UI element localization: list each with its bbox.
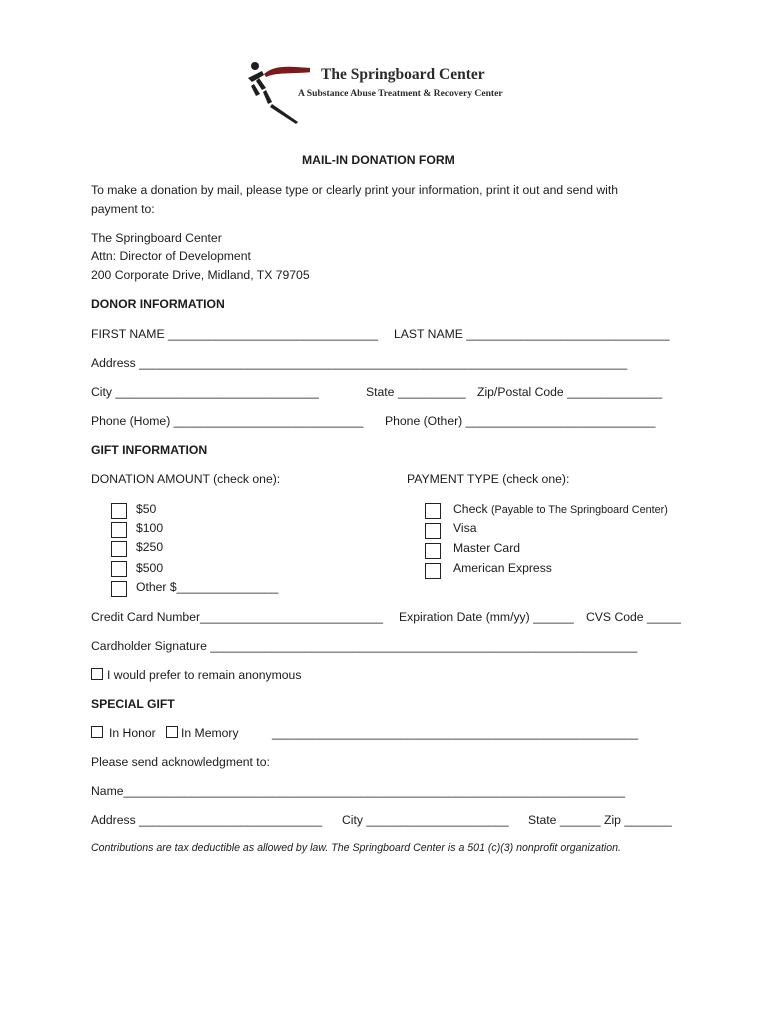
mail-address-line1: The Springboard Center xyxy=(91,231,222,245)
acknowledgment-label: Please send acknowledgment to: xyxy=(91,755,270,769)
mail-address-line2: Attn: Director of Development xyxy=(91,249,251,263)
expiration-date-field[interactable]: Expiration Date (mm/yy) ______ xyxy=(399,610,574,624)
ack-state-field[interactable]: State ______ xyxy=(528,813,601,827)
intro-text-line1: To make a donation by mail, please type or clearly print your information, print it out and send with xyxy=(91,183,619,197)
payment-visa-checkbox[interactable] xyxy=(425,523,441,539)
logo-title: The Springboard Center xyxy=(321,66,485,83)
amount-500-checkbox[interactable] xyxy=(111,561,127,577)
in-honor-label: In Honor xyxy=(109,726,156,740)
cvs-code-field[interactable]: CVS Code _____ xyxy=(586,610,681,624)
in-honor-checkbox[interactable] xyxy=(91,726,103,738)
amount-50-checkbox[interactable] xyxy=(111,503,127,519)
payment-check-note: (Payable to The Springboard Center) xyxy=(490,504,668,516)
ack-zip-field[interactable]: Zip _______ xyxy=(604,813,672,827)
payment-amex-label: American Express xyxy=(453,561,552,575)
phone-other-field[interactable]: Phone (Other) ____________________________ xyxy=(385,414,656,428)
payment-amex-checkbox[interactable] xyxy=(425,563,441,579)
springboard-logo xyxy=(246,58,536,124)
tax-deductible-note: Contributions are tax deductible as allowed by law. The Springboard Center is a 501 (c)(3) nonprofit organization. xyxy=(91,842,621,854)
donor-state-field[interactable]: State __________ xyxy=(366,385,466,399)
payment-mastercard-label: Master Card xyxy=(453,541,521,555)
payment-mastercard-checkbox[interactable] xyxy=(425,543,441,559)
ack-city-field[interactable]: City _____________________ xyxy=(342,813,509,827)
card-number-field[interactable]: Credit Card Number___________________________ xyxy=(91,610,384,624)
anonymous-label: I would prefer to remain anonymous xyxy=(107,668,302,682)
honoree-name-field[interactable]: ______________________________________________________ xyxy=(272,726,639,740)
gift-info-heading: GIFT INFORMATION xyxy=(91,443,208,457)
in-memory-label: In Memory xyxy=(181,726,239,740)
donation-amount-label: DONATION AMOUNT (check one): xyxy=(91,472,281,486)
payment-check-checkbox[interactable] xyxy=(425,503,441,519)
donor-city-field[interactable]: City ______________________________ xyxy=(91,385,319,399)
phone-home-field[interactable]: Phone (Home) ____________________________ xyxy=(91,414,364,428)
payment-check-text: Check xyxy=(453,502,488,516)
cardholder-signature-field[interactable]: Cardholder Signature _______________________________________________________________ xyxy=(91,639,638,653)
amount-50-label: $50 xyxy=(136,502,157,516)
amount-250-checkbox[interactable] xyxy=(111,541,127,557)
mail-address-line3: 200 Corporate Drive, Midland, TX 79705 xyxy=(91,268,310,282)
payment-type-label: PAYMENT TYPE (check one): xyxy=(407,472,570,486)
form-title: MAIL-IN DONATION FORM xyxy=(302,153,455,167)
donor-zip-field[interactable]: Zip/Postal Code ______________ xyxy=(477,385,662,399)
donor-info-heading: DONOR INFORMATION xyxy=(91,297,225,311)
amount-other-checkbox[interactable] xyxy=(111,581,127,597)
amount-500-label: $500 xyxy=(136,561,164,575)
in-memory-checkbox[interactable] xyxy=(166,726,178,738)
payment-check-label xyxy=(453,502,668,518)
first-name-field[interactable]: FIRST NAME _______________________________ xyxy=(91,327,379,341)
amount-100-checkbox[interactable] xyxy=(111,522,127,538)
anonymous-checkbox[interactable] xyxy=(91,668,103,680)
ack-name-field[interactable]: Name__________________________________________________________________________ xyxy=(91,784,626,798)
amount-other-field[interactable]: Other $_______________ xyxy=(136,580,279,594)
payment-visa-label: Visa xyxy=(453,521,477,535)
special-gift-heading: SPECIAL GIFT xyxy=(91,697,175,711)
ack-address-field[interactable]: Address ___________________________ xyxy=(91,813,323,827)
intro-text-line2: payment to: xyxy=(91,202,155,216)
logo-subtitle: A Substance Abuse Treatment & Recovery Center xyxy=(298,88,503,99)
amount-250-label: $250 xyxy=(136,540,164,554)
donor-address-field[interactable]: Address ________________________________________________________________________ xyxy=(91,356,628,370)
last-name-field[interactable]: LAST NAME ______________________________ xyxy=(394,327,670,341)
amount-100-label: $100 xyxy=(136,521,164,535)
